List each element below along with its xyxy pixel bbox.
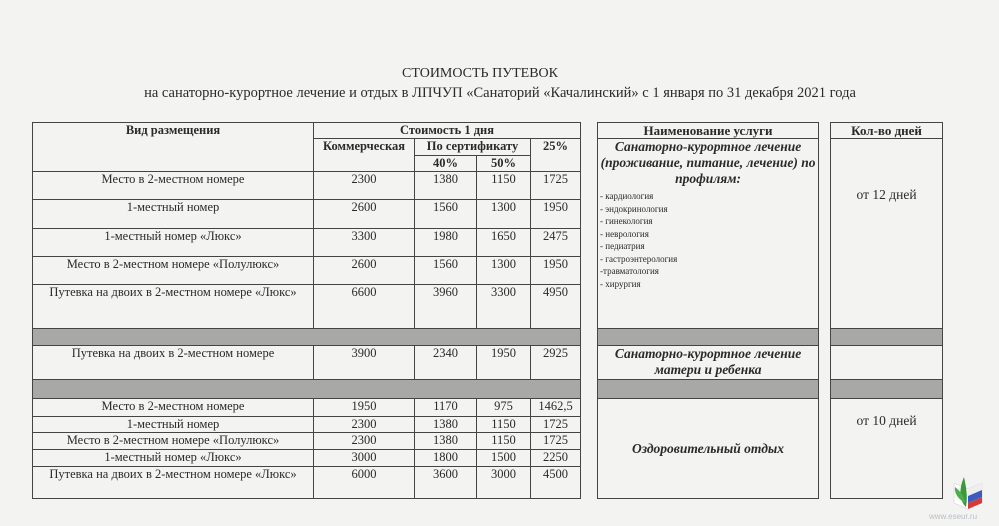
gap-cell xyxy=(819,346,831,380)
price-40: 1560 xyxy=(415,200,477,229)
placement-name: Путевка на двоих в 2-местном номере «Люкс» xyxy=(33,285,314,329)
price-commercial: 6000 xyxy=(314,467,415,499)
service-mother-child: Санаторно-курортное лечение матери и ребенка xyxy=(598,346,819,380)
header-25: 25% xyxy=(531,139,581,172)
separator-cell xyxy=(33,329,581,346)
price-40: 1170 xyxy=(415,399,477,417)
separator-cell xyxy=(831,380,943,399)
price-commercial: 6600 xyxy=(314,285,415,329)
separator-row xyxy=(33,329,943,346)
price-commercial: 2300 xyxy=(314,433,415,450)
gap-cell xyxy=(819,380,831,399)
placement-name: 1-местный номер «Люкс» xyxy=(33,450,314,467)
price-40: 3600 xyxy=(415,467,477,499)
price-25: 2925 xyxy=(531,346,581,380)
gap-cell xyxy=(819,417,831,433)
price-50: 1150 xyxy=(477,433,531,450)
gap-cell xyxy=(819,450,831,467)
separator-cell xyxy=(598,380,819,399)
profile-item: - эндокринология xyxy=(600,203,668,214)
gap-cell xyxy=(819,123,831,139)
gap-cell xyxy=(581,156,598,172)
gap-cell xyxy=(819,433,831,450)
gap-cell xyxy=(581,172,598,200)
gap-cell xyxy=(581,257,598,285)
gap-cell xyxy=(819,399,831,417)
placement-name: Путевка на двоих в 2-местном номере xyxy=(33,346,314,380)
placement-name: Место в 2-местном номере «Полулюкс» xyxy=(33,257,314,285)
header-service: Наименование услуги xyxy=(598,123,819,139)
price-25: 4500 xyxy=(531,467,581,499)
price-50: 1500 xyxy=(477,450,531,467)
price-50: 1300 xyxy=(477,257,531,285)
price-50: 975 xyxy=(477,399,531,417)
price-40: 3960 xyxy=(415,285,477,329)
price-50: 3300 xyxy=(477,285,531,329)
placement-name: 1-местный номер xyxy=(33,417,314,433)
price-commercial: 2300 xyxy=(314,172,415,200)
gap-cell xyxy=(819,156,831,172)
price-25: 2475 xyxy=(531,229,581,257)
logo-icon xyxy=(950,473,986,511)
profile-item: - гинекология xyxy=(600,216,653,226)
gap-cell xyxy=(819,257,831,285)
placement-name: Путевка на двоих в 2-местном номере «Люкс» xyxy=(33,467,314,499)
price-50: 1300 xyxy=(477,200,531,229)
placement-name: Место в 2-местном номере «Полулюкс» xyxy=(33,433,314,450)
gap-cell xyxy=(819,229,831,257)
service-treatment xyxy=(598,139,819,329)
gap-cell xyxy=(819,172,831,200)
gap-cell xyxy=(581,380,598,399)
days-block2 xyxy=(831,346,943,380)
price-commercial: 3900 xyxy=(314,346,415,380)
gap-cell xyxy=(581,139,598,156)
price-25: 2250 xyxy=(531,450,581,467)
gap-cell xyxy=(581,467,598,499)
price-commercial: 3000 xyxy=(314,450,415,467)
price-40: 2340 xyxy=(415,346,477,380)
days-block1: от 12 дней xyxy=(831,139,943,329)
placement-name: 1-местный номер xyxy=(33,200,314,229)
profile-item: - неврология xyxy=(600,228,649,239)
header-cost-day: Стоимость 1 дня xyxy=(314,123,581,139)
price-40: 1560 xyxy=(415,257,477,285)
price-50: 1650 xyxy=(477,229,531,257)
profile-item: - гастроэнтерология xyxy=(600,253,678,264)
header-40: 40% xyxy=(415,156,477,172)
price-25: 1725 xyxy=(531,417,581,433)
gap-cell xyxy=(581,450,598,467)
table-row xyxy=(33,346,943,380)
gap-cell xyxy=(581,433,598,450)
price-50: 3000 xyxy=(477,467,531,499)
header-placement: Вид размещения xyxy=(33,123,314,172)
price-40: 1380 xyxy=(415,433,477,450)
separator-cell xyxy=(831,329,943,346)
profile-item: - кардиология xyxy=(600,191,654,201)
placement-name: 1-местный номер «Люкс» xyxy=(33,229,314,257)
price-25: 4950 xyxy=(531,285,581,329)
price-table xyxy=(32,122,943,499)
header-50: 50% xyxy=(477,156,531,172)
gap-cell xyxy=(819,285,831,329)
separator-cell xyxy=(598,329,819,346)
separator-cell xyxy=(33,380,581,399)
document-title: СТОИМОСТЬ ПУТЕВОК xyxy=(402,66,558,81)
gap-cell xyxy=(819,467,831,499)
price-50: 1150 xyxy=(477,172,531,200)
separator-row xyxy=(33,380,943,399)
gap-cell xyxy=(581,123,598,139)
profile-item: - хирургия xyxy=(600,278,641,289)
price-25: 1950 xyxy=(531,200,581,229)
price-25: 1725 xyxy=(531,172,581,200)
profile-item: -травматология xyxy=(600,266,659,276)
gap-cell xyxy=(581,229,598,257)
gap-cell xyxy=(819,200,831,229)
header-certificate: По сертификату xyxy=(415,139,531,156)
gap-cell xyxy=(581,417,598,433)
header-days: Кол-во дней xyxy=(831,123,943,139)
price-commercial: 3300 xyxy=(314,229,415,257)
profile-item: - педиатрия xyxy=(600,241,645,251)
price-40: 1380 xyxy=(415,417,477,433)
placement-name: Место в 2-местном номере xyxy=(33,172,314,200)
price-commercial: 2300 xyxy=(314,417,415,433)
price-commercial: 2600 xyxy=(314,257,415,285)
gap-cell xyxy=(819,329,831,346)
service-recreation: Оздоровительный отдых xyxy=(598,399,819,499)
table-row xyxy=(33,399,943,417)
service-title: Санаторно-курортное лечение (проживание, питание, лечение) по профилям: xyxy=(600,139,816,186)
gap-cell xyxy=(581,285,598,329)
price-50: 1950 xyxy=(477,346,531,380)
price-40: 1980 xyxy=(415,229,477,257)
price-commercial: 2600 xyxy=(314,200,415,229)
price-25: 1462,5 xyxy=(531,399,581,417)
price-25: 1725 xyxy=(531,433,581,450)
price-25: 1950 xyxy=(531,257,581,285)
gap-cell xyxy=(581,329,598,346)
gap-cell xyxy=(581,200,598,229)
price-40: 1380 xyxy=(415,172,477,200)
placement-name: Место в 2-местном номере xyxy=(33,399,314,417)
watermark: www.eseur.ru xyxy=(929,512,978,521)
price-40: 1800 xyxy=(415,450,477,467)
price-commercial: 1950 xyxy=(314,399,415,417)
gap-cell xyxy=(819,139,831,156)
days-block3: от 10 дней xyxy=(831,399,943,499)
gap-cell xyxy=(581,346,598,380)
header-commercial: Коммерческая xyxy=(314,139,415,172)
profile-list xyxy=(600,190,816,290)
price-50: 1150 xyxy=(477,417,531,433)
gap-cell xyxy=(581,399,598,417)
document-subtitle: на санаторно-курортное лечение и отдых в ЛПЧУП «Санаторий «Качалинский» с 1 января по 31 декабря 2021 года xyxy=(144,85,856,101)
